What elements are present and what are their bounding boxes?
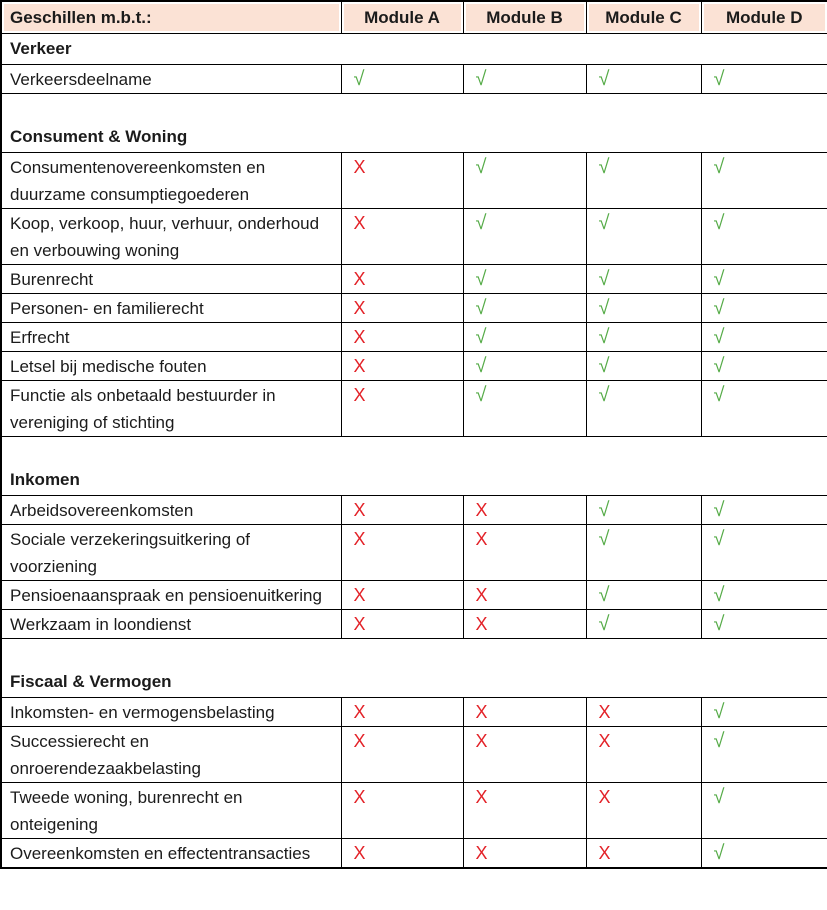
check-mark: √ <box>701 496 827 525</box>
cross-mark: X <box>341 352 463 381</box>
row-label: Personen- en familierecht <box>1 294 341 323</box>
section-title: Inkomen <box>1 437 827 496</box>
row-label: Inkomsten- en vermogensbelasting <box>1 698 341 727</box>
cross-mark: X <box>586 839 701 869</box>
table-row <box>1 698 827 727</box>
check-mark: √ <box>701 610 827 639</box>
check-mark: √ <box>463 294 586 323</box>
cross-mark: X <box>341 153 463 209</box>
cross-mark: X <box>341 727 463 783</box>
check-mark: √ <box>341 65 463 94</box>
check-mark: √ <box>586 294 701 323</box>
check-mark: √ <box>701 65 827 94</box>
table-row <box>1 381 827 437</box>
check-mark: √ <box>586 496 701 525</box>
check-mark: √ <box>701 381 827 437</box>
check-mark: √ <box>701 783 827 839</box>
table-row <box>1 265 827 294</box>
check-mark: √ <box>463 352 586 381</box>
table-row <box>1 65 827 94</box>
check-mark: √ <box>586 65 701 94</box>
check-mark: √ <box>586 381 701 437</box>
table-row <box>1 323 827 352</box>
table-row <box>1 153 827 209</box>
row-label: Consumentenovereenkomsten en duurzame consumptiegoederen <box>1 153 341 209</box>
row-label: Verkeersdeelname <box>1 65 341 94</box>
cross-mark: X <box>341 323 463 352</box>
cross-mark: X <box>463 496 586 525</box>
check-mark: √ <box>586 209 701 265</box>
check-mark: √ <box>463 381 586 437</box>
header-module-b: Module B <box>463 1 586 34</box>
table-row <box>1 209 827 265</box>
check-mark: √ <box>701 581 827 610</box>
section-title: Consument & Woning <box>1 94 827 153</box>
row-label: Tweede woning, burenrecht en onteigening <box>1 783 341 839</box>
check-mark: √ <box>463 209 586 265</box>
section-header-row <box>1 437 827 496</box>
table-header-row <box>1 1 827 34</box>
table-row <box>1 727 827 783</box>
cross-mark: X <box>463 698 586 727</box>
table-row <box>1 496 827 525</box>
cross-mark: X <box>341 839 463 869</box>
row-label: Successierecht en onroerendezaakbelasting <box>1 727 341 783</box>
check-mark: √ <box>701 727 827 783</box>
cross-mark: X <box>341 381 463 437</box>
check-mark: √ <box>463 65 586 94</box>
table-row <box>1 581 827 610</box>
cross-mark: X <box>341 610 463 639</box>
table-row <box>1 352 827 381</box>
check-mark: √ <box>586 581 701 610</box>
cross-mark: X <box>586 783 701 839</box>
row-label: Overeenkomsten en effectentransacties <box>1 839 341 869</box>
check-mark: √ <box>701 153 827 209</box>
table-row <box>1 294 827 323</box>
row-label: Pensioenaanspraak en pensioenuitkering <box>1 581 341 610</box>
cross-mark: X <box>463 581 586 610</box>
check-mark: √ <box>463 153 586 209</box>
check-mark: √ <box>701 698 827 727</box>
section-header-row <box>1 34 827 65</box>
check-mark: √ <box>701 839 827 869</box>
check-mark: √ <box>701 525 827 581</box>
check-mark: √ <box>701 209 827 265</box>
cross-mark: X <box>586 727 701 783</box>
check-mark: √ <box>586 352 701 381</box>
row-label: Functie als onbetaald bestuurder in vereniging of stichting <box>1 381 341 437</box>
check-mark: √ <box>586 525 701 581</box>
cross-mark: X <box>341 294 463 323</box>
cross-mark: X <box>341 209 463 265</box>
table-body <box>1 34 827 869</box>
row-label: Burenrecht <box>1 265 341 294</box>
section-header-row <box>1 94 827 153</box>
row-label: Erfrecht <box>1 323 341 352</box>
cross-mark: X <box>463 525 586 581</box>
cross-mark: X <box>341 525 463 581</box>
header-disputes-label: Geschillen m.b.t.: <box>1 1 341 34</box>
cross-mark: X <box>341 581 463 610</box>
section-header-row <box>1 639 827 698</box>
section-title: Fiscaal & Vermogen <box>1 639 827 698</box>
cross-mark: X <box>586 698 701 727</box>
row-label: Werkzaam in loondienst <box>1 610 341 639</box>
table-row <box>1 610 827 639</box>
header-module-a: Module A <box>341 1 463 34</box>
cross-mark: X <box>341 265 463 294</box>
check-mark: √ <box>463 265 586 294</box>
check-mark: √ <box>586 265 701 294</box>
check-mark: √ <box>701 265 827 294</box>
cross-mark: X <box>341 496 463 525</box>
table-row <box>1 525 827 581</box>
cross-mark: X <box>463 727 586 783</box>
row-label: Arbeidsovereenkomsten <box>1 496 341 525</box>
check-mark: √ <box>586 610 701 639</box>
cross-mark: X <box>341 783 463 839</box>
table-row <box>1 839 827 869</box>
check-mark: √ <box>701 352 827 381</box>
cross-mark: X <box>463 783 586 839</box>
row-label: Koop, verkoop, huur, verhuur, onderhoud en verbouwing woning <box>1 209 341 265</box>
table-row <box>1 783 827 839</box>
check-mark: √ <box>586 153 701 209</box>
check-mark: √ <box>586 323 701 352</box>
header-module-c: Module C <box>586 1 701 34</box>
check-mark: √ <box>701 323 827 352</box>
check-mark: √ <box>463 323 586 352</box>
check-mark: √ <box>701 294 827 323</box>
cross-mark: X <box>463 839 586 869</box>
row-label: Sociale verzekeringsuitkering of voorziening <box>1 525 341 581</box>
section-title: Verkeer <box>1 34 827 65</box>
cross-mark: X <box>463 610 586 639</box>
cross-mark: X <box>341 698 463 727</box>
header-module-d: Module D <box>701 1 827 34</box>
row-label: Letsel bij medische fouten <box>1 352 341 381</box>
